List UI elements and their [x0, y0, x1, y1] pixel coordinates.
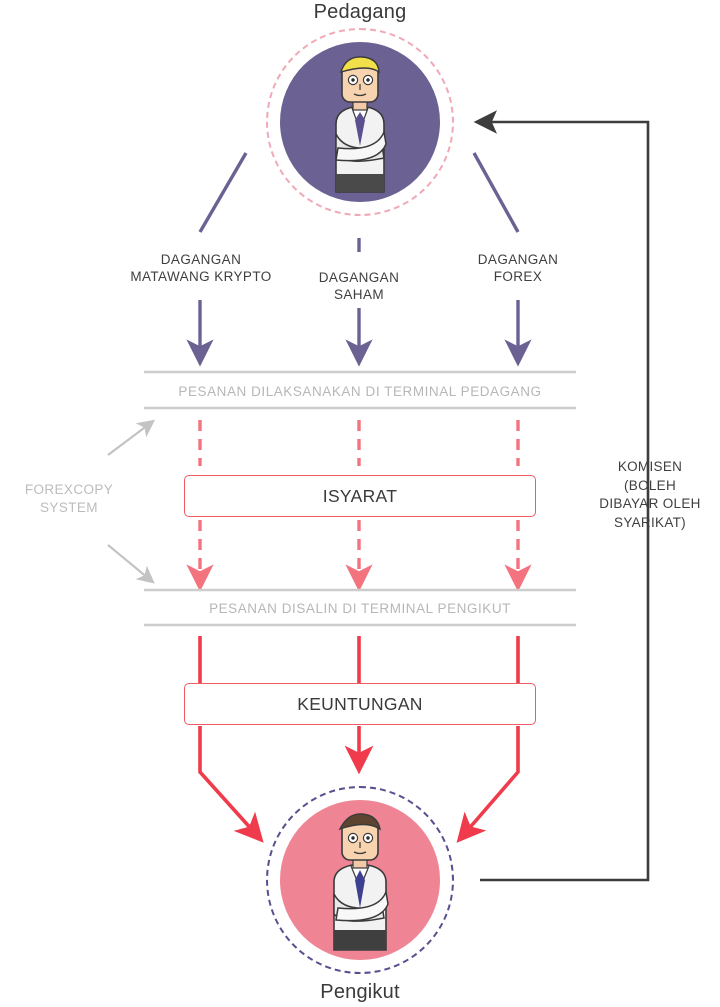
label-commission-title: KOMISEN: [617, 459, 683, 474]
label-trade-stocks-line2: SAHAM: [333, 286, 384, 302]
arrow-system-lower: [108, 545, 148, 578]
trader-illustration-icon: [280, 42, 440, 202]
avatar-follower-disc: [280, 800, 440, 960]
label-trade-stocks: [278, 270, 440, 304]
box-signal: ISYARAT: [184, 475, 536, 517]
label-forexcopy-system-line2: SYSTEM: [40, 500, 98, 516]
arrow-profit-left-to-follower: [200, 726, 254, 832]
label-forexcopy-system-line1: FOREXCOPY: [24, 482, 114, 497]
label-band-follower-terminal: PESANAN DISALIN DI TERMINAL PENGIKUT: [209, 601, 511, 616]
label-commission-sub-line2: DIBAYAR OLEH: [599, 496, 701, 512]
box-profit: KEUNTUNGAN: [184, 683, 536, 725]
label-band-trader-terminal: PESANAN DILAKSANAKAN DI TERMINAL PEDAGANG: [178, 384, 542, 399]
label-commission-sub-line1: (BOLEH: [623, 477, 677, 493]
label-trade-crypto-line1: DAGANGAN: [160, 252, 242, 267]
trader-leg-left: [200, 153, 246, 232]
label-trade-forex: [430, 252, 606, 286]
avatar-trader: [266, 28, 454, 216]
avatar-trader-disc: [280, 42, 440, 202]
page-title-follower: Pengikut: [320, 981, 400, 1003]
label-trade-forex-line2: FOREX: [493, 268, 543, 284]
label-commission: [580, 458, 720, 533]
arrow-profit-right-to-follower: [466, 726, 518, 832]
avatar-follower: [266, 786, 454, 974]
follower-illustration-icon: [280, 800, 440, 960]
label-trade-forex-line1: DAGANGAN: [477, 252, 559, 267]
label-forexcopy-system: [0, 481, 138, 517]
page-title-trader: Pedagang: [313, 1, 407, 23]
trader-leg-right: [474, 153, 518, 232]
label-trade-crypto: [96, 252, 306, 286]
label-commission-sub-line3: SYARIKAT): [614, 514, 686, 530]
arrow-system-upper: [108, 425, 148, 455]
label-trade-crypto-line2: MATAWANG KRYPTO: [130, 268, 272, 284]
label-trade-stocks-line1: DAGANGAN: [318, 270, 400, 285]
